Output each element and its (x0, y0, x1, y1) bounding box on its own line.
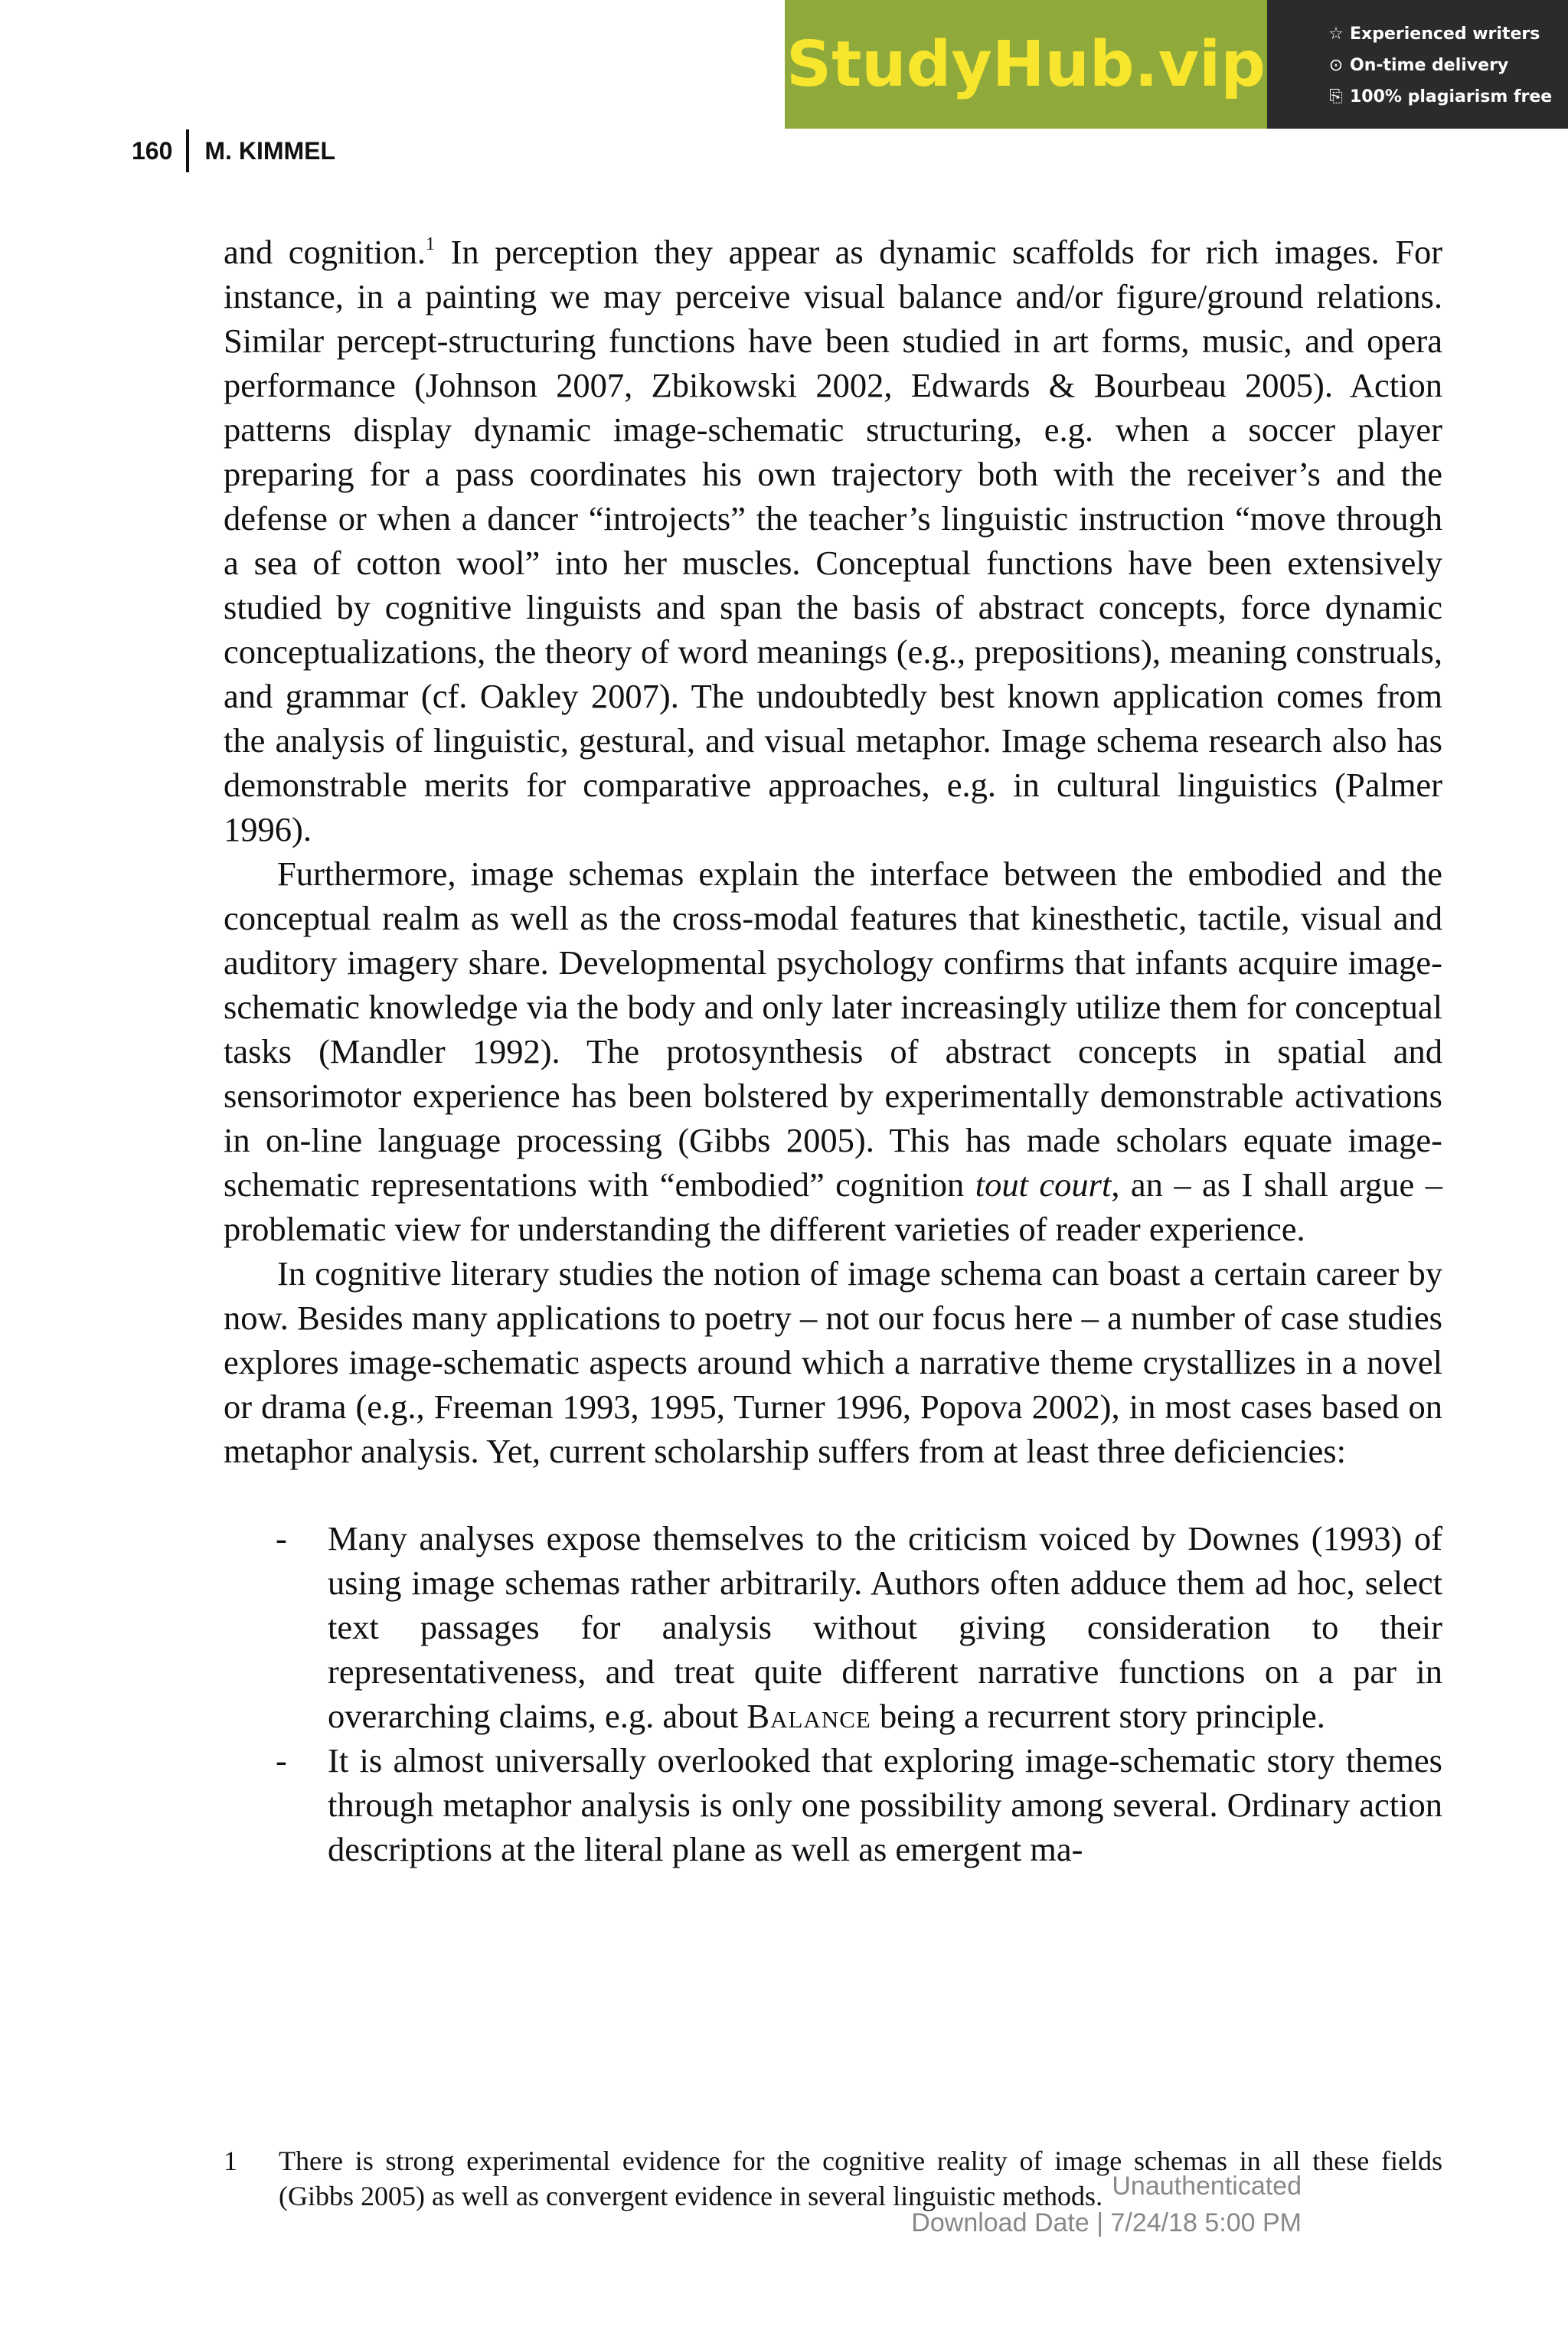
studyhub-banner[interactable] (785, 0, 1568, 129)
list-item (224, 1516, 1442, 1738)
paragraph-1 (224, 230, 1442, 851)
unauthenticated-stamp: Unauthenticated (1112, 2172, 1302, 2201)
footnote-ref: 1 (426, 234, 435, 254)
star-icon: ☆ (1328, 25, 1344, 44)
paragraph-2-start: Furthermore, image schemas explain the interface between the embodied and the conceptual realm as well as the cross-modal features that kinesthetic, tactile, visual and auditory imagery share. Developmental psychology confirms that infants acquire image-schematic knowledge via the body and only later increasingly utilize them for conceptual tasks (Mandler 1992). The protosynthesis of abstract concepts in spatial and sensorimotor experience has been bolstered by experimentally demonstrable activations in on-line language processing (Gibbs 2005). This has made scholars equate image-schematic representations with “embodied” cognition (224, 855, 1442, 1204)
page-number: 160 (132, 136, 173, 165)
feature-label: Experienced writers (1350, 25, 1540, 44)
footnote-number: 1 (224, 2146, 237, 2176)
deficiency-list (224, 1516, 1442, 1871)
paragraph-2 (224, 851, 1442, 1251)
header-divider (186, 129, 189, 172)
small-caps-term: Balance (746, 1697, 871, 1735)
feature-on-time-delivery (1267, 50, 1568, 81)
body-text (224, 230, 1442, 1871)
list-item (224, 1738, 1442, 1871)
paragraph-3: In cognitive literary studies the notion of image schema can boast a certain career by now. Besides many applications to poetry – not our focus here – a number of case studies explores image-schematic aspects around which a narrative theme crystallizes in a novel or drama (e.g., Freeman 1993, 1995, Turner 1996, Popova 2002), in most cases based on metaphor analysis. Yet, current scholarship suffers from at least three deficiencies: (224, 1254, 1442, 1470)
bullet-dash: - (276, 1741, 287, 1780)
running-author: M. KIMMEL (204, 136, 336, 165)
list-item-text: It is almost universally overlooked that exploring image-schematic story themes through metaphor analysis is only one possibility among several. Ordinary action descriptions at the literal plane as well as emergent ma- (328, 1741, 1442, 1868)
feature-plagiarism-free (1267, 81, 1568, 113)
paragraph-1-start: and cognition. (224, 233, 426, 271)
document-icon: ⎘ (1329, 87, 1343, 106)
bullet-dash: - (276, 1519, 287, 1557)
paragraph-2-rest: , an – as I shall argue – problematic view for understanding the different varieties of reader experience. (224, 1165, 1443, 1248)
studyhub-logo-text: StudyHub.vip (786, 28, 1266, 101)
list-item-text-end: being a recurrent story principle. (871, 1697, 1325, 1735)
banner-features (1267, 0, 1568, 129)
paragraph-1-rest: In perception they appear as dynamic scaffolds for rich images. For instance, in a painting we may perceive visual balance and/or figure/ground relations. Similar percept-structuring functions have been studied in art forms, music, and opera performance (Johnson 2007, Zbikowski 2002, Edwards & Bourbeau 2005). Action patterns display dynamic image-schematic structuring, e.g. when a soccer player preparing for a pass coordinates his own trajectory both with the receiver’s and the defense or when a dancer “introjects” the teacher’s linguistic instruction “move through a sea of cotton wool” into her muscles. Conceptual functions have been extensively studied by cognitive linguists and span the basis of abstract concepts, force dynamic conceptualizations, the theory of word meanings (e.g., prepositions), meaning construals, and grammar (cf. Oakley 2007). The undoubtedly best known application comes from the analysis of linguistic, gestural, and visual metaphor. Image schema research also has demonstrable merits for comparative approaches, e.g. in cultural linguistics (Palmer 1996). (224, 233, 1443, 848)
feature-experienced-writers (1267, 18, 1568, 50)
italic-term: tout court (975, 1165, 1112, 1204)
download-date-stamp: Download Date | 7/24/18 5:00 PM (911, 2208, 1302, 2237)
running-header (132, 132, 335, 170)
footnote-text: There is strong experimental evidence for the cognitive reality of image schemas in all these fields (Gibbs 2005) as well as convergent evidence in several linguistic methods. (279, 2146, 1442, 2211)
studyhub-logo[interactable] (785, 0, 1267, 129)
feature-label: On-time delivery (1350, 56, 1509, 75)
list-item-text: Many analyses expose themselves to the criticism voiced by Downes (1993) of using image schemas rather arbitrarily. Authors often adduce them ad hoc, select text passages for analysis without giving consideration to their representativeness, and treat quite different narrative functions on a par in overarching claims, e.g. about (328, 1519, 1442, 1735)
clock-icon: ⊙ (1328, 56, 1344, 75)
feature-label: 100% plagiarism free (1350, 87, 1553, 106)
